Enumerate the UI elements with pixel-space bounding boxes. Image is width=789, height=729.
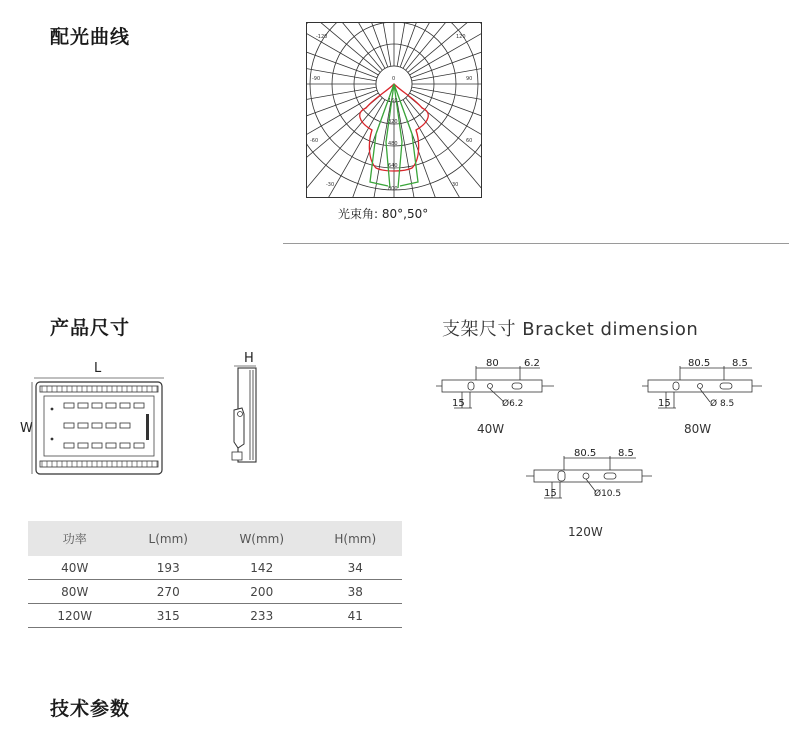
polar-radial-label: 160 — [388, 98, 398, 104]
polar-angle-label: 120 — [456, 34, 466, 40]
bracket-span-label: 80.5 — [574, 448, 597, 459]
header-cell: W(mm) — [215, 521, 309, 556]
led-module — [92, 443, 102, 448]
polar-diagram — [306, 22, 482, 198]
polar-radial-label: 640 — [388, 163, 398, 169]
bracket-slot-label: 8.5 — [618, 448, 634, 459]
polar-radial-label: 800 — [388, 186, 398, 192]
table-cell: 38 — [309, 580, 403, 604]
table-cell: 41 — [309, 604, 403, 628]
led-module — [106, 443, 116, 448]
polar-angle-label: -60 — [310, 138, 319, 144]
section-title-light-distribution: 配光曲线 — [50, 26, 131, 48]
bracket-drawing-80w — [640, 356, 764, 412]
table-cell: 270 — [122, 580, 216, 604]
polar-angle-label: 90 — [466, 76, 473, 82]
led-module — [64, 403, 74, 408]
led-module — [78, 403, 88, 408]
table-cell: 120W — [28, 604, 122, 628]
bracket-offset-label: 15 — [658, 398, 671, 409]
dimension-label-length: L — [94, 361, 102, 376]
beam-angle-caption: 光束角: 80°,50° — [338, 207, 429, 221]
section-title-product-size: 产品尺寸 — [50, 317, 131, 339]
polar-angle-label: -90 — [312, 76, 321, 82]
led-module — [64, 423, 74, 428]
bracket-span-label: 80 — [486, 358, 499, 369]
header-cell: H(mm) — [309, 521, 403, 556]
table-cell: 80W — [28, 580, 122, 604]
led-module — [92, 423, 102, 428]
table-cell: 40W — [28, 556, 122, 580]
table-cell: 315 — [122, 604, 216, 628]
led-module — [64, 443, 74, 448]
led-module — [106, 423, 116, 428]
led-module — [120, 423, 130, 428]
dimension-label-height: H — [244, 351, 254, 366]
bracket-slot-label: 8.5 — [732, 358, 748, 369]
bracket-offset-label: 15 — [452, 398, 465, 409]
table-row — [28, 556, 402, 580]
bracket-offset-label: 15 — [544, 488, 557, 499]
table-cell: 200 — [215, 580, 309, 604]
led-module — [134, 403, 144, 408]
led-module — [106, 403, 116, 408]
table-cell: 233 — [215, 604, 309, 628]
table-cell: 193 — [122, 556, 216, 580]
bracket-label-40w: 40W — [477, 422, 505, 436]
bracket-slot-label: 6.2 — [524, 358, 540, 369]
polar-angle-label: -30 — [326, 182, 335, 188]
led-module — [120, 403, 130, 408]
table-cell: 142 — [215, 556, 309, 580]
bracket-label-120w: 120W — [568, 525, 603, 539]
spec-table-header — [28, 521, 402, 556]
led-module — [134, 443, 144, 448]
led-module — [78, 423, 88, 428]
header-cell: L(mm) — [122, 521, 216, 556]
product-side-view — [228, 362, 262, 466]
header-cell: 功率 — [28, 521, 122, 556]
polar-angle-label: -120 — [316, 34, 328, 40]
section-title-bracket-size: 支架尺寸 Bracket dimension — [442, 319, 699, 340]
polar-radial-label: 0 — [392, 76, 396, 82]
bracket-drawing-40w — [432, 356, 556, 412]
polar-radial-label: 480 — [388, 141, 398, 147]
section-divider — [283, 243, 789, 244]
polar-angle-label: 60 — [466, 138, 473, 144]
dimension-label-width: W — [20, 421, 33, 436]
led-module — [120, 443, 130, 448]
section-title-tech-params: 技术参数 — [50, 698, 131, 720]
table-row — [28, 580, 402, 604]
table-row — [28, 604, 402, 628]
bracket-label-80w: 80W — [684, 422, 712, 436]
led-module — [78, 443, 88, 448]
bracket-span-label: 80.5 — [688, 358, 711, 369]
polar-angle-label: 30 — [452, 182, 459, 188]
polar-radial-label: 320 — [388, 119, 398, 125]
bracket-hole-label: Ø10.5 — [594, 489, 622, 499]
spec-table — [28, 521, 402, 628]
product-front-view — [30, 376, 170, 478]
table-cell: 34 — [309, 556, 403, 580]
bracket-drawing-120w — [524, 446, 654, 502]
bracket-hole-label: Ø6.2 — [502, 399, 524, 409]
led-module — [92, 403, 102, 408]
bracket-hole-label: Ø 8.5 — [710, 399, 735, 409]
